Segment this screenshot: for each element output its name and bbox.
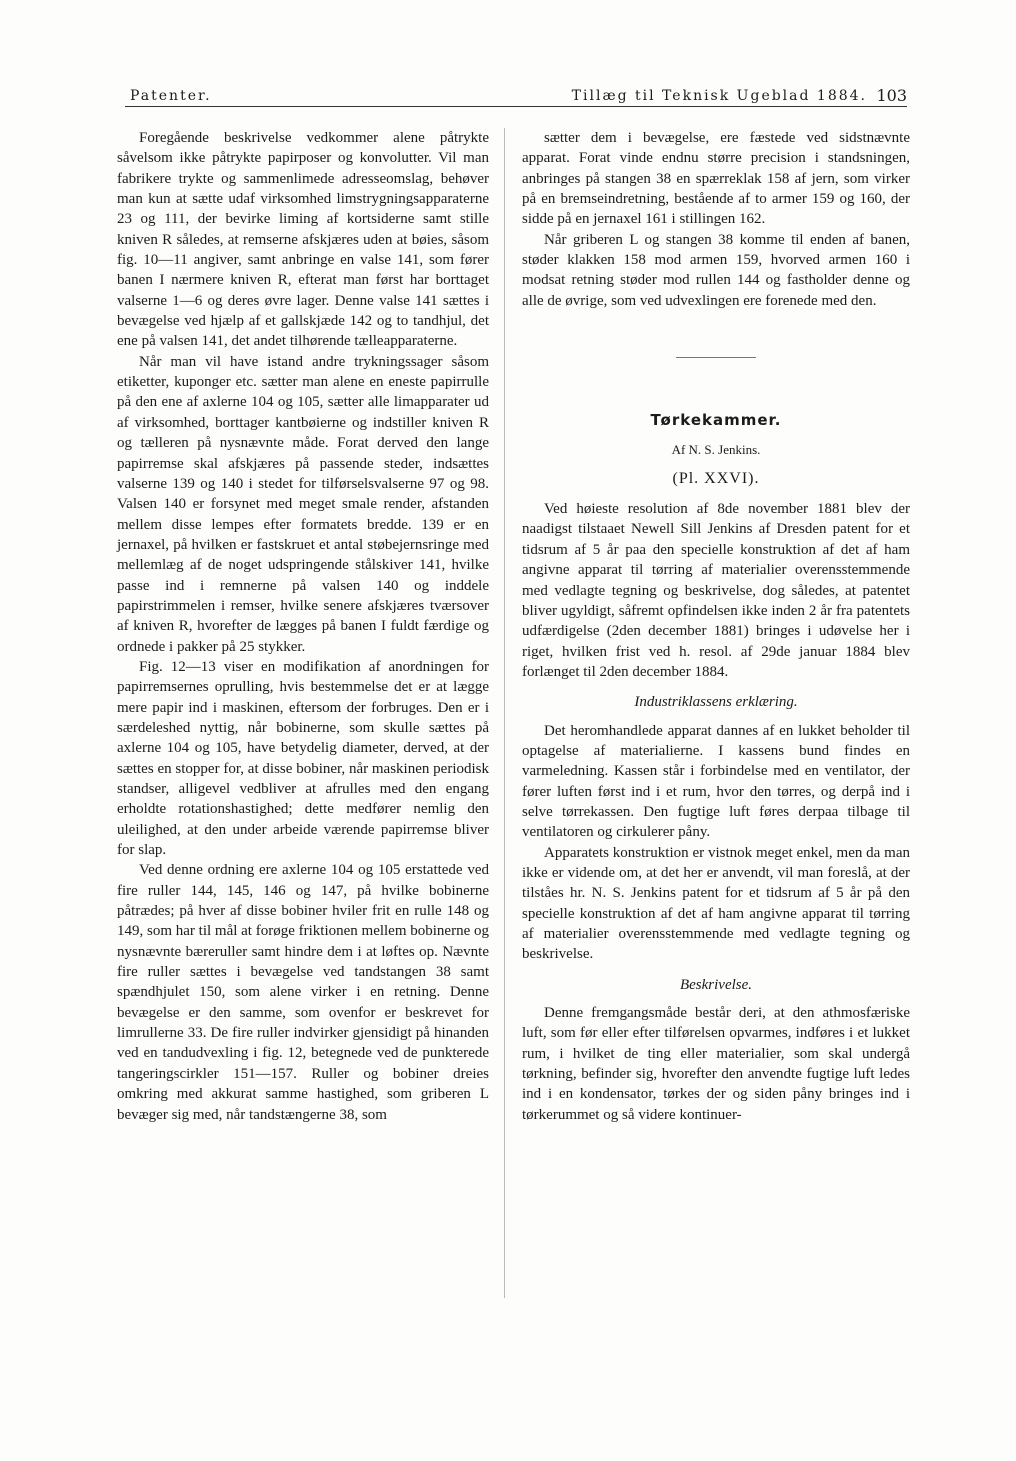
page-number: 103 — [876, 86, 907, 105]
paragraph: sætter dem i bevægelse, ere fæstede ved sidstnævnte apparat. Forat vinde endnu større precision i standsningen, anbringes på stangen 38 en spærreklak 158 af jern, som virker på en bremseindretning, bestående af to armer 159 og 160, der sidde på en jernaxel 161 i stillingen 162. — [522, 130, 910, 228]
paragraph: Apparatets konstruktion er vistnok meget enkel, men da man ikke er vidende om, at det her er anvendt, vil man foreslå, at der tilståes hr. N. S. Jenkins patent for et tidsrum af 5 år på den specielle konstruktion af det af ham angivne apparat til tørring af materialier overensstemmende med vedlagte tegning og beskrivelse. — [522, 844, 910, 963]
paragraph: Ved høieste resolution af 8de november 1881 blev der naadigst tilstaaet Newell Sill Jenkins af Dresden patent for et tidsrum af 5 år paa den specielle konstruktion af det af ham angivne apparat til tørring af materialier overensstemmende med vedlagte tegning og beskrivelse, dog således, at patentet bliver ugyldigt, såfremt opfindelsen ikke inden 2 år fra patentets udfærdigelse (2den december 1881) bringes i udøvelse her i riget, hvilken frist ved h. resol. af 29de januar 1884 blev forlænget til 2den december 1884. — [522, 501, 910, 680]
paragraph: Ved denne ordning ere axlerne 104 og 105 erstattede ved fire ruller 144, 145, 146 og 147, på hvilke bobinerne påtrædes; på hver af disse bobiner hviler frit en rulle 148 og 149, som har til mål at forøge friktionen mellem bobinerne og nysnævnte bæreruller samt hindre dem i at løftes op. Nævnte fire ruller sættes i bevægelse ved tandstangen 38 samt spændhjulet 150, som alene virker i en retning. Denne bevægelse er den samme, som ovenfor er beskrevet for limrullerne 33. De fire ruller indvirker gjensidigt på hinanden ved en tandudvexling i fig. 12, betegnede ved de punkterede tangeringscirkler 151—157. Ruller og bobiner dreies omkring med akkurat samme hastighed, som griberen L bevæger sig med, når tandstængerne 38, som — [117, 862, 489, 1123]
subheading: Beskrivelse. — [679, 976, 753, 993]
subheading: Industriklassens erklæring. — [634, 694, 798, 711]
paragraph: Når man vil have istand andre trykningssager såsom etiketter, kuponger etc. sætter man alene en eneste papirrulle på den ene af axlerne 104 og 105, sætter alle limapparater ud af virksomhed, borttager kantbøierne og indstiller kniven R og tælleren på nysnævnte måde. Forat derved den lange papirremse skal afskjæres på passende steder, indsættes valserne 139 og 140 i stedet for tilførselsvalserne 97 og 98. Valsen 140 er forsynet med meget smale render, afstanden mellem disse lempes efter formatets bredde. 139 er en jernaxel, på hvilken er fastskruet et antal støbejernsringe med mellemlæg af de noget udspringende stålskiver 141, hvilke passe ind i remnerne på valsen 140 og inddele papirstrimmelen i remser, hvilke senere afskjæres tværsover af kniven R, hvorefter de lægges på banen I fuldt færdige og ordnede i pakker på 25 stykker. — [117, 353, 489, 655]
right-column — [522, 128, 910, 1125]
paragraph: Fig. 12—13 viser en modifikation af anordningen for papirremsernes oprulling, hvis bestemmelse det er at lægge mere papir ind i maskinen, eftersom der forbruges. Den er i særdeleshed nyttig, når bobinerne, som skulle sættes på axlerne 104 og 105, have betydelig diameter, derved, at der sættes en stopper for, at disse bobiner, når maskinen periodisk standser, alligevel vedbliver at afrulles med den engang erholdte rotationshastighed; dette medfører nemlig den uleilighed, at den under arbeide værende papirremse bliver for slap. — [117, 658, 489, 859]
left-column — [117, 128, 489, 1125]
paragraph: Når griberen L og stangen 38 komme til enden af banen, støder klakken 158 mod armen 159, hvorved armen 160 i modsat retning støder mod rullen 144 og fastholder denne og alle de øvrige, som ved udvexlingen ere forenede med den. — [522, 231, 910, 309]
journal-title: Tillæg til Teknisk Ugeblad 1884. — [571, 88, 867, 104]
article-title: Tørkekammer. — [650, 411, 782, 430]
section-title: Patenter. — [130, 88, 212, 104]
column-divider — [504, 128, 505, 1298]
article-author: Af N. S. Jenkins. — [671, 442, 761, 458]
section-separator — [676, 357, 756, 358]
paragraph: Denne fremgangsmåde består deri, at den athmosfæriske luft, som før eller efter tilførelsen opvarmes, indføres i et lukket rum, i hvilket de ting eller materialier, som skal undergå tørkning, befinder sig, hvorefter den anvendte fugtige luft ledes ind i en kondensator, tørkes der og siden påny bringes ind i tørkerummet og så videre kontinuer- — [522, 1005, 910, 1123]
page-header — [125, 88, 907, 112]
header-rule — [125, 106, 907, 107]
plate-reference: (Pl. XXVI). — [672, 469, 760, 487]
paragraph: Foregående beskrivelse vedkommer alene påtrykte såvelsom ikke påtrykte papirposer og konvolutter. Vil man fabrikere trykte og sammenlimede adresseomslag, behøver man kun at sætte udaf virksomhed limstrygningsapparaterne 23 og 111, der bevirke liming af kortsiderne samt stille kniven R således, at remserne afskjæres uden at bøies, såsom fig. 10—11 angiver, samt anbringe en valse 141, som fører banen I nærmere kniven R, efterat man først har borttaget valserne 1—6 og deres øvre lager. Denne valse 141 sættes i bevægelse ved hjælp af et gallskjæde 142 og to tandhjul, det ene på valsen 141, det andet tilhørende tælleapparaterne. — [117, 130, 489, 350]
paragraph: Det heromhandlede apparat dannes af en lukket beholder til optagelse af materialierne. I kassens bund findes en varmeledning. Kassen står i forbindelse med en ventilator, der fører luften først ind i et rum, hvor den tørres, og derpå ind i selve tørrekassen. Den fugtige luft føres derpaa tilbage til ventilatoren og cirkulerer påny. — [522, 722, 910, 841]
